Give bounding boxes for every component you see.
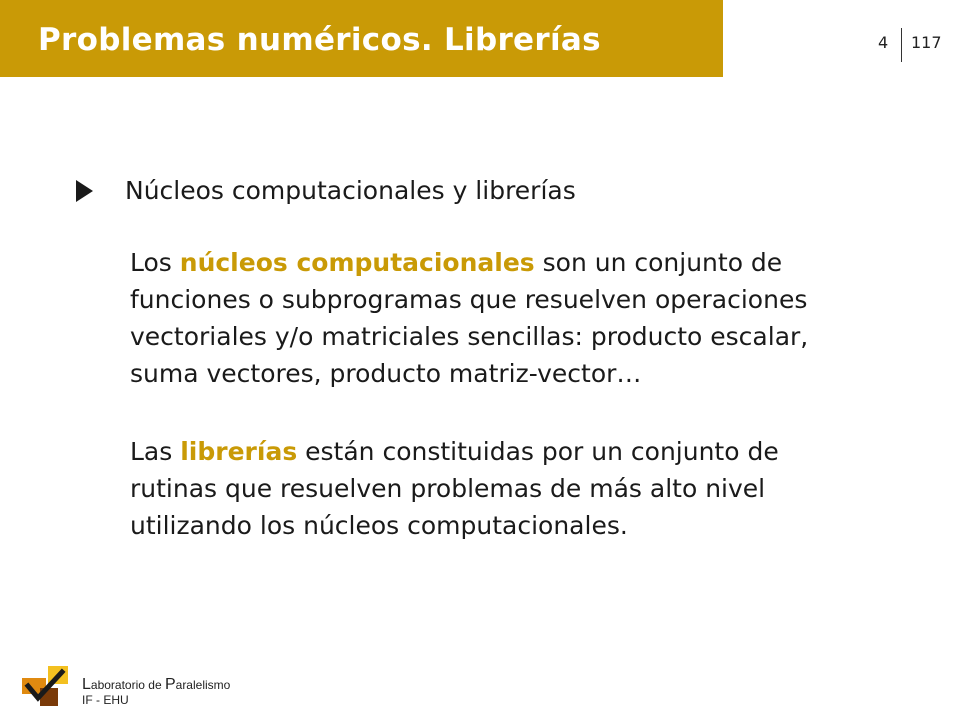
bullet-heading-text: Núcleos computacionales y librerías bbox=[125, 176, 576, 205]
highlighted-term: núcleos computacionales bbox=[179, 248, 535, 277]
footer-institution: IF - EHU bbox=[82, 693, 129, 707]
text-segment: están constituidas por un conjunto de bbox=[297, 437, 779, 466]
paragraph-libraries bbox=[130, 433, 930, 544]
footer-lab-name: Laboratorio de Paralelismo bbox=[82, 676, 231, 693]
slide-number: 117 bbox=[911, 33, 942, 52]
section-number: 4 bbox=[878, 33, 889, 52]
checkmark-squares-logo-icon bbox=[22, 666, 68, 706]
text-segment: Los bbox=[130, 248, 180, 277]
paragraph-line bbox=[130, 244, 930, 281]
page-number-divider bbox=[901, 28, 902, 62]
paragraph-line: vectoriales y/o matriciales sencillas: producto escalar, bbox=[130, 322, 809, 351]
text-segment: son un conjunto de bbox=[534, 248, 783, 277]
highlighted-term: librerías bbox=[180, 437, 298, 466]
text-segment: Las bbox=[130, 437, 181, 466]
paragraph-line: suma vectores, producto matriz-vector… bbox=[130, 359, 642, 388]
right-triangle-bullet-icon bbox=[76, 180, 93, 202]
paragraph-line bbox=[130, 433, 930, 470]
paragraph-line: utilizando los núcleos computacionales. bbox=[130, 511, 628, 540]
slide-title: Problemas numéricos. Librerías bbox=[38, 22, 601, 58]
bullet-heading bbox=[76, 176, 576, 205]
paragraph-line: funciones o subprogramas que resuelven operaciones bbox=[130, 285, 808, 314]
paragraph-kernels bbox=[130, 244, 930, 392]
paragraph-line: rutinas que resuelven problemas de más alto nivel bbox=[130, 474, 766, 503]
